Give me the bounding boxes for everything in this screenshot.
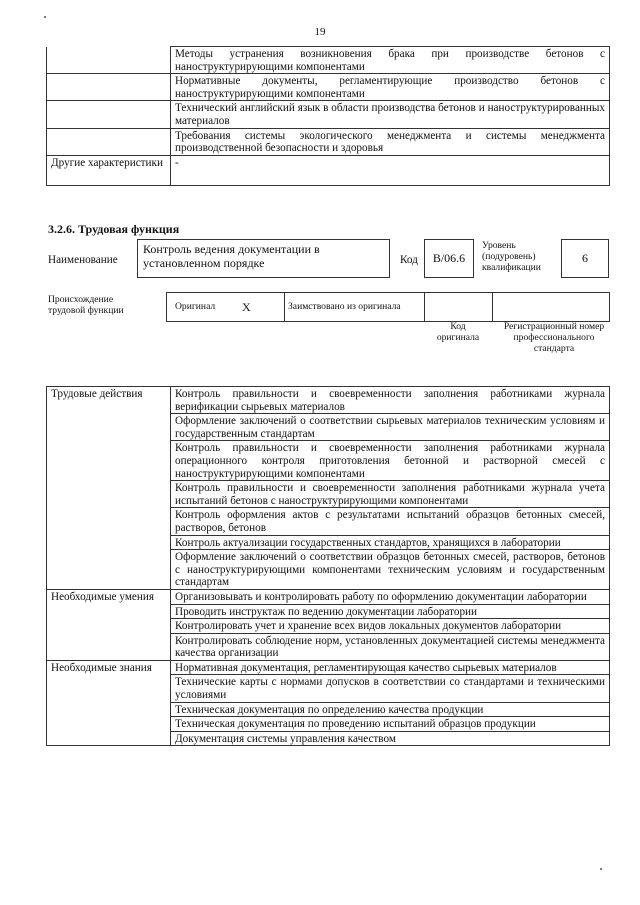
table-row (47, 660, 610, 675)
level-label: Уровень (подуровень) квалификации (482, 240, 541, 273)
table-row (47, 101, 610, 128)
table-row (47, 589, 610, 604)
table-cell: Контроль актуализации государственных стандартов, хранящихся в лаборатории (171, 535, 610, 550)
knowledge-continuation-table (46, 46, 610, 186)
table-cell: Оформление заключений о соответствии сырьевых материалов техническим условиям и государственным стандартам (171, 414, 610, 441)
table-row (47, 74, 610, 101)
code-box (424, 239, 474, 278)
code-original-caption: Код оригинала (436, 321, 480, 343)
borrowed-label: Заимствовано из оригинала (288, 301, 401, 312)
level-value: 6 (582, 251, 588, 265)
table-cell: Нормативные документы, регламентирующие производство бетонов с наноструктурирующими компонентами (171, 74, 610, 101)
labor-function-table (46, 386, 610, 746)
reg-number-caption: Регистрационный номер профессионального стандарта (503, 321, 605, 354)
function-name-box (137, 239, 390, 278)
table-cell: Техническая документация по проведению испытаний образцов продукции (171, 717, 610, 732)
table-row (47, 47, 610, 74)
page-number: 19 (314, 26, 326, 38)
table-cell: Контроль правильности и своевременности заполнения работниками журнала операционного контроля приготовления бетонной и растворной смесей с наноструктурирующими компонентами (171, 441, 610, 481)
origin-label: Происхождение трудовой функции (48, 294, 124, 316)
table-cell: Организовывать и контролировать работу по оформлению документации лаборатории (171, 589, 610, 604)
table-cell: Контроль правильности и своевременности заполнения работниками журнала учета испытаний бетонов с наноструктурирующими компонентами (171, 481, 610, 508)
origin-table (166, 292, 610, 322)
other-characteristics-label: Другие характеристики (47, 155, 171, 185)
table-cell: Требования системы экологического менеджмента и системы менеджмента производственной безопасности и здоровья (171, 128, 610, 155)
skills-label: Необходимые умения (47, 589, 171, 660)
table-cell: Технический английский язык в области производства бетонов и наноструктурированных материалов (171, 101, 610, 128)
original-label: Оригинал (175, 301, 216, 312)
scan-speck (600, 868, 602, 870)
table-cell: Контроль правильности и своевременности заполнения работниками журнала верификации сырьевых материалов (171, 387, 610, 414)
function-name: Контроль ведения документации в установленном порядке (143, 242, 320, 270)
table-cell: Технические карты с нормами допусков в соответствии со стандартами и техническими условиями (171, 675, 610, 702)
table-cell: Документация системы управления качеством (171, 731, 610, 746)
name-label: Наименование (48, 254, 118, 266)
code-label: Код (400, 254, 418, 266)
knowledge-label: Необходимые знания (47, 660, 171, 746)
level-box (561, 239, 609, 278)
table-cell: Контролировать учет и хранение всех видов локальных документов лаборатории (171, 619, 610, 634)
section-title: 3.2.6. Трудовая функция (48, 222, 180, 236)
labor-actions-label: Трудовые действия (47, 387, 171, 590)
code-value: B/06.6 (432, 251, 466, 265)
table-cell: Контроль оформления актов с результатами испытаний образцов бетонных смесей, растворов, бетонов (171, 508, 610, 535)
other-characteristics-value: - (171, 155, 610, 185)
table-cell: Методы устранения возникновения брака при производстве бетонов с наноструктурирующими компонентами (171, 47, 610, 74)
table-cell: Техническая документация по определению качества продукции (171, 702, 610, 717)
table-row (47, 387, 610, 414)
table-row (47, 128, 610, 155)
table-cell: Нормативная документация, регламентирующая качество сырьевых материалов (171, 660, 610, 675)
table-cell: Проводить инструктаж по ведению документации лаборатории (171, 604, 610, 619)
table-row (47, 155, 610, 185)
table-cell: Оформление заключений о соответствии образцов бетонных смесей, растворов, бетонов с наноструктурирующими компонентами техническим условиям и государственным стандартам (171, 550, 610, 590)
original-mark: X (242, 300, 251, 314)
table-cell: Контролировать соблюдение норм, установленных документацией системы менеджмента качества организации (171, 633, 610, 660)
scan-speck (44, 16, 46, 18)
